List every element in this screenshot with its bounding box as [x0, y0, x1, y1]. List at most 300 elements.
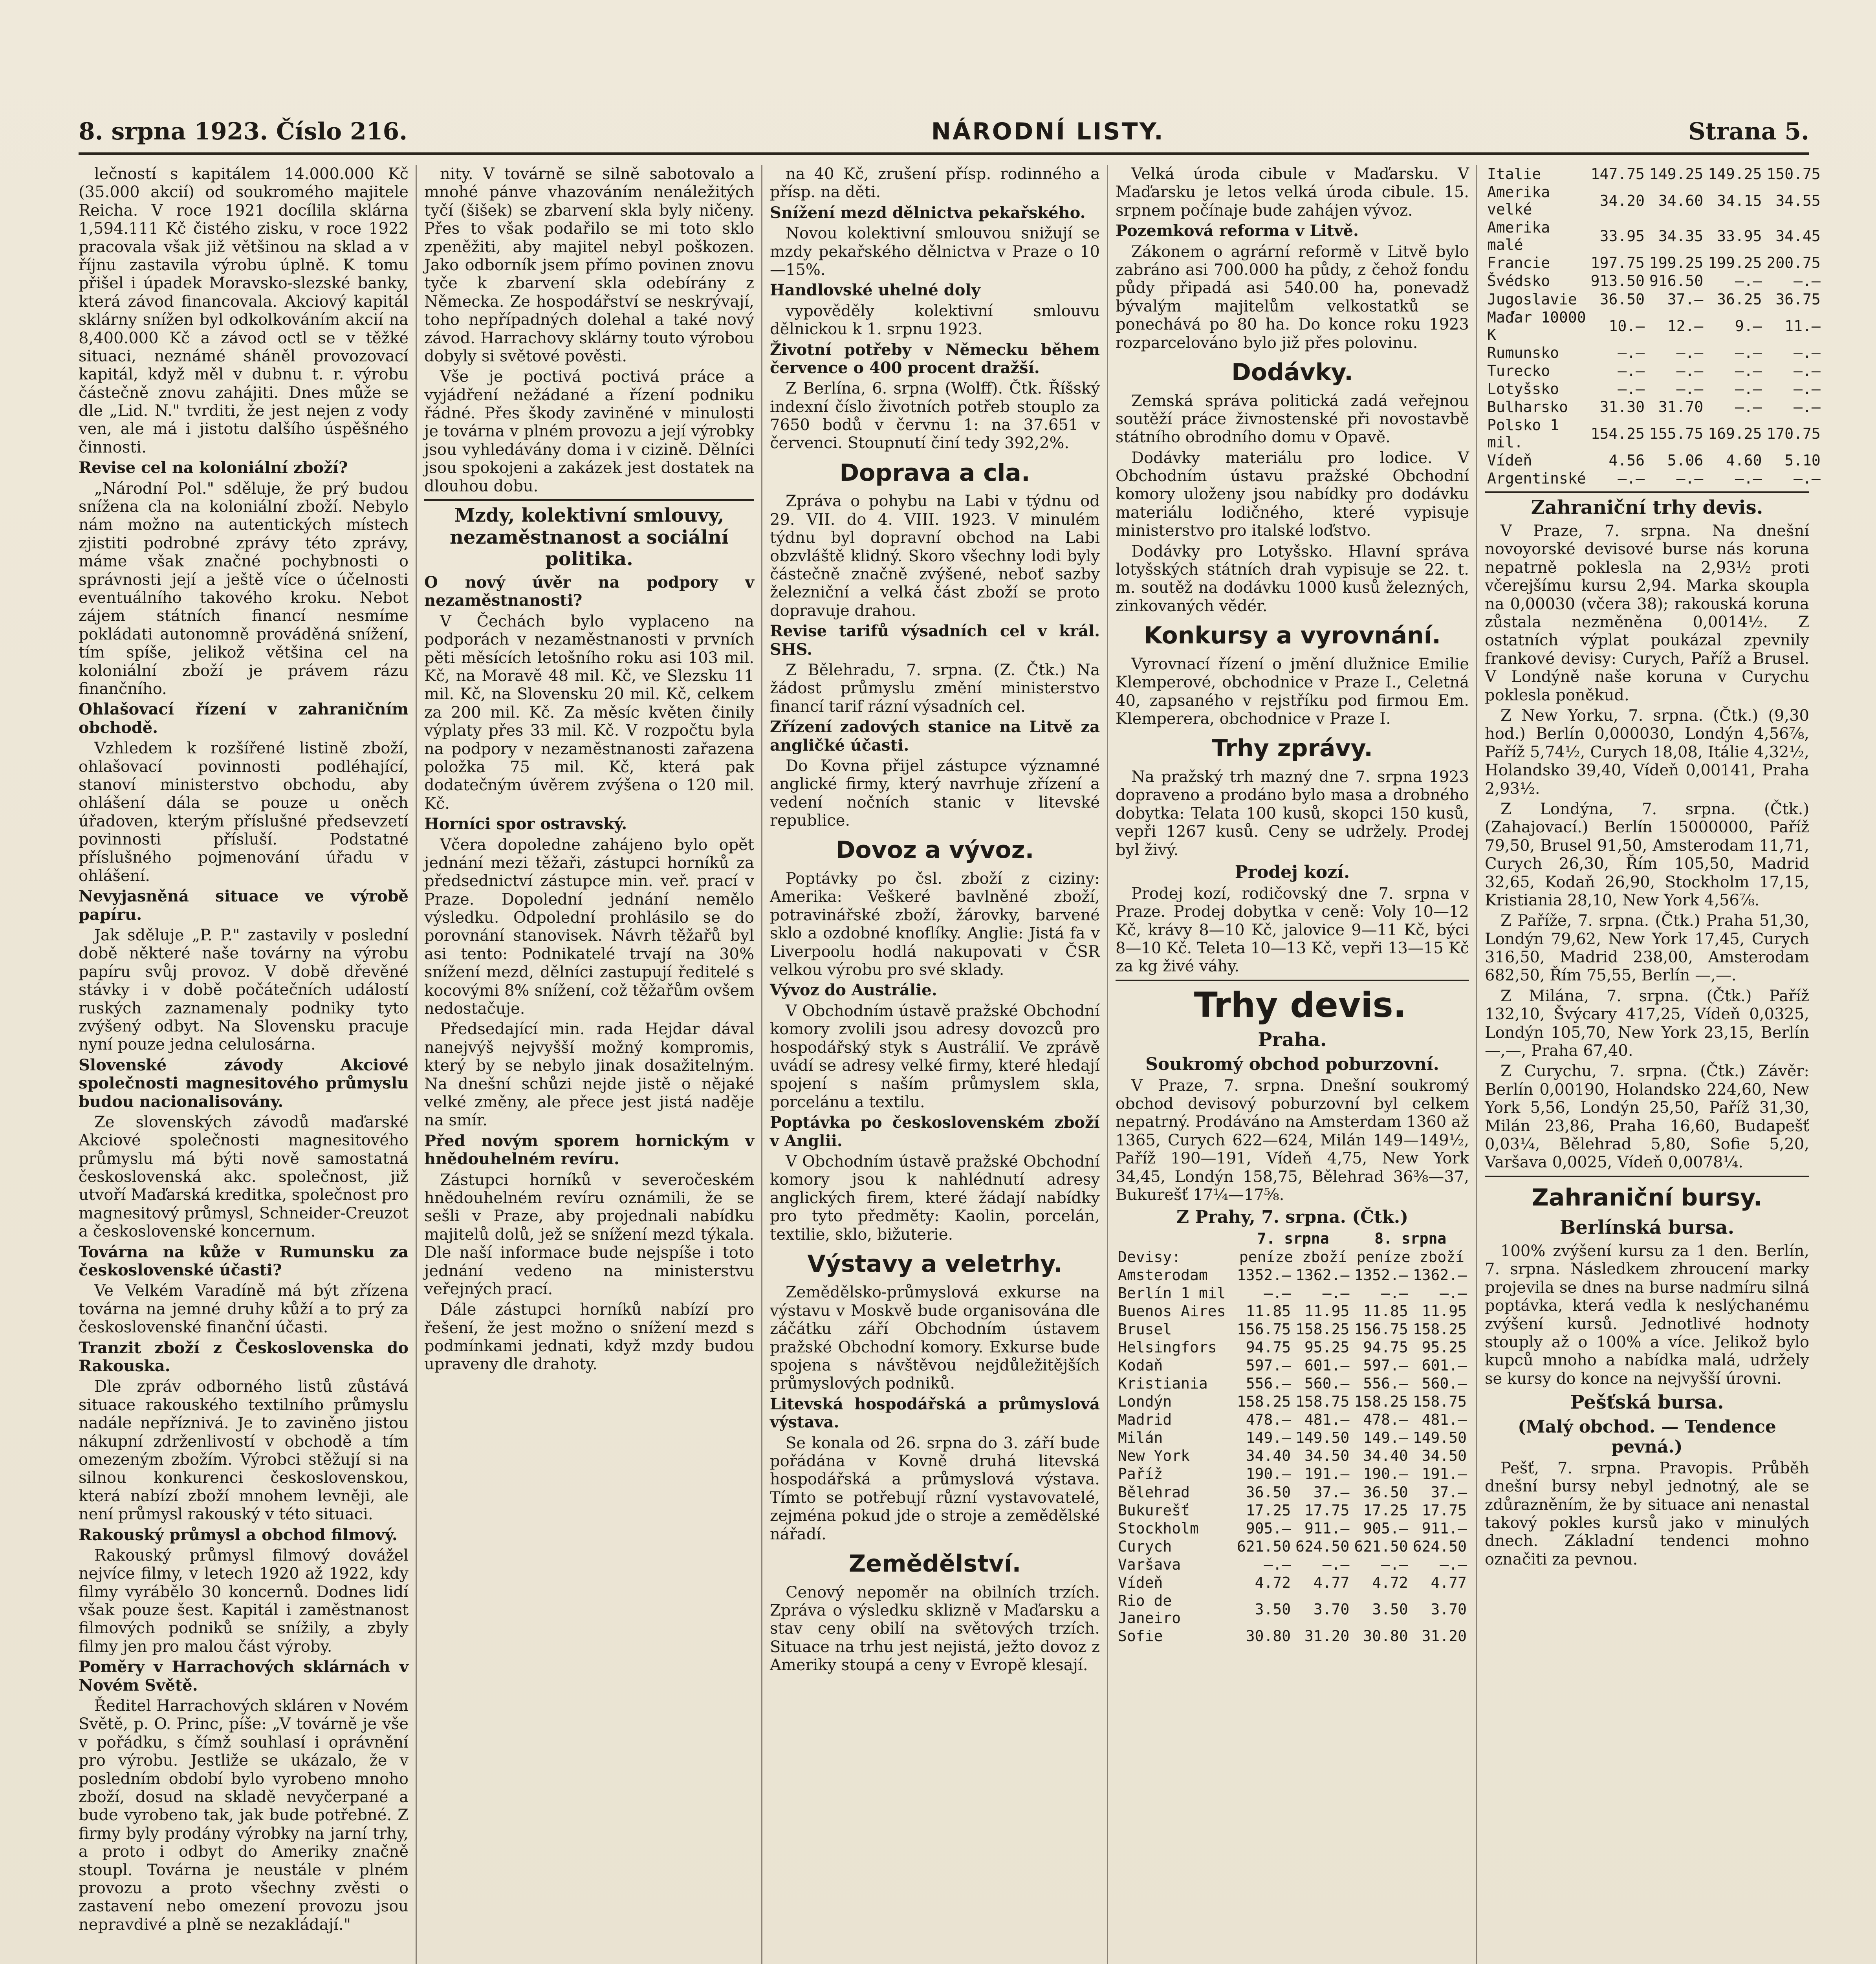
rate-cell: 155.75: [1649, 425, 1704, 443]
article-text: lečností s kapitálem 14.000.000 Kč (35.000 akcií) od soukromého majitele Reicha. V roce 1921 docílila sklárna 1,594.111 Kč čistého zisku, v roce 1922 pracovala však již většinou na sklad a v říjnu zastavila výrobu úplně. K tomu přišel i úpadek Moravsko-slezské banky, která závod financovala. Akciový kapitál sklárny snížen byl odkolkováním akcií na 8,400.000 Kč a závod octl se v těžké situaci, neznámé sháněl provozovací kapitál, když měl v dubnu t. r. výrobu částečně znovu zahájiti. Dnes může se dle „Lid. N." tvrditi, že jest nejen z vody ven, ale má i jistotu dalšího úspěšného činnosti.: [79, 165, 409, 456]
currency-name: Helsingfors: [1118, 1338, 1217, 1356]
rate-cell: 34.20: [1599, 192, 1645, 210]
currency-name: Paříž: [1118, 1465, 1163, 1483]
section-rule: [1116, 980, 1469, 981]
column-divider: [1107, 165, 1108, 1964]
rate-cell: 94.75: [1246, 1338, 1291, 1356]
currency-name: Kodaň: [1118, 1356, 1163, 1374]
column-5: [1485, 165, 1821, 1964]
rate-cell: 34.40: [1363, 1447, 1408, 1465]
table-row: [1116, 1338, 1469, 1356]
table-row: [1116, 1574, 1469, 1592]
rate-cell: 1362.—: [1295, 1266, 1350, 1284]
article-text: Zákonem o agrární reformě v Litvě bylo zabráno asi 700.000 ha půdy, z čehož fondu půdy připadá asi 540.00 ha, ponevadž bývalým majitelům velkostatků se ponechává po 80 ha. Do konce roku 1923 rozparcelováno bylo již přes polovinu.: [1116, 242, 1469, 352]
rate-cell: 560.—: [1304, 1375, 1350, 1392]
article-heading: Před novým sporem hornickým v hnědouhelném revíru.: [424, 1131, 754, 1169]
rate-cell: 31.20: [1422, 1627, 1467, 1645]
table-row: [1116, 1555, 1469, 1574]
rate-cell: 1352.—: [1354, 1266, 1408, 1284]
table-row: [1116, 1374, 1469, 1392]
rate-cell: —.—: [1264, 1284, 1291, 1302]
article-text: na 40 Kč, zrušení přísp. rodinného a přísp. na děti.: [770, 165, 1100, 202]
rate-cell: 905.—: [1363, 1519, 1408, 1537]
article-text: Z Paříže, 7. srpna. (Čtk.) Praha 51,30, Londýn 79,62, New York 17,45, Curych 316,50, Madrid 238,00, Amsterodam 682,50, Řím 75,55, Berlín —,—.: [1485, 912, 1809, 985]
rate-cell: 621.50: [1354, 1537, 1408, 1555]
column-divider: [416, 165, 417, 1964]
article-heading: Revise cel na koloniální zboží?: [79, 458, 348, 477]
article-text: Na pražský trh mazný dne 7. srpna 1923 dopraveno a prodáno bylo masa a drobného dobytka: Telata 100 kusů, skopci 150 kusů, vepři 1267 kusů. Ceny se udržely. Prodej byl živý.: [1116, 768, 1469, 859]
rate-cell: 158.25: [1354, 1393, 1408, 1411]
table-row: [1116, 1284, 1469, 1302]
masthead: NÁRODNÍ LISTY.: [931, 118, 1165, 145]
table-row: [1485, 469, 1823, 487]
article-text: Jak sděluje „P. P." zastavily v poslední době některé naše továrny na výrobu papíru svůj provoz. V době dřevěné stávky i v době počátečních událostí ruských zaznamenaly podniky tyto zvýšený odbyt. Na Slovensku pracuje nyní pouze jedna celulosárna.: [79, 926, 409, 1054]
table-row: [1116, 1320, 1469, 1338]
rate-cell: —.—: [1618, 344, 1645, 361]
rate-cell: 200.75: [1766, 254, 1821, 272]
rate-cell: —.—: [1676, 344, 1704, 361]
article-text: V Praze, 7. srpna. Na dnešní novoyorské devisové burse nás koruna nepatrně poklesla na 2,93½ proti včerejšímu kursu 2,94. Marka skoupla na 0,00030 (včera 38); rakouská koruna zůstala nezměněna 0,0014½. Z ostatních výplat poukázal zpevnily frankové devisy: Curych, Paříž a Brusel. V Londýně naše koruna v Curychu poklesla poněkud.: [1485, 522, 1809, 704]
rate-cell: 147.75: [1590, 165, 1645, 183]
table-row: [1485, 290, 1823, 308]
rate-cell: —.—: [1322, 1284, 1350, 1302]
rate-cell: 190.—: [1363, 1465, 1408, 1483]
rate-cell: 556.—: [1246, 1375, 1291, 1392]
article-heading: Revise tarifů výsadních cel v král. SHS.: [770, 622, 1100, 659]
article-text: V Obchodním ústavě pražské Obchodní komory zvolili jsou adresy dovozců pro hospodářský styk s Austrálií. Ve zprávě uvádí se adresy velké firmy, které hledají spojení s naším průmyslem skla, porcelánu a textilu.: [770, 1002, 1100, 1111]
article-text: Zemská správa politická zadá veřejnou soutěží práce živnostenské při novostavbě státního obrodního domu v Opavě.: [1116, 392, 1469, 447]
rate-cell: 916.50: [1649, 272, 1704, 290]
rate-cell: 158.75: [1295, 1393, 1350, 1411]
section-rule: [424, 499, 754, 501]
rate-cell: —.—: [1440, 1555, 1467, 1573]
currency-name: Bukurešť: [1118, 1501, 1190, 1519]
rate-cell: 1352.—: [1237, 1266, 1291, 1284]
article-heading: Továrna na kůže v Rumunsku za československé účasti?: [79, 1242, 409, 1280]
table-row: [1116, 1627, 1469, 1645]
rate-cell: —.—: [1618, 362, 1645, 379]
rate-cell: 3.50: [1372, 1601, 1408, 1618]
section-heading: Dovoz a vývoz.: [835, 836, 1034, 864]
table-row: [1485, 344, 1823, 362]
rate-cell: 158.25: [1237, 1393, 1291, 1411]
table-row: [1116, 1537, 1469, 1555]
rate-cell: 478.—: [1363, 1411, 1408, 1429]
rate-cell: 37.—: [1431, 1483, 1467, 1501]
rate-cell: —.—: [1794, 470, 1821, 487]
article-heading: Pozemková reforma v Litvě.: [1116, 222, 1359, 240]
article-text: V Obchodním ústavě pražské Obchodní komory jsou k nahlédnutí adresy anglických firem, které žádají nabídky pro tyto předměty: Kaolin, porcelán, textilie, sklo, bižuterie.: [770, 1152, 1100, 1244]
rate-cell: 30.80: [1363, 1627, 1408, 1645]
section-rule: [1485, 1176, 1809, 1177]
currency-name: Amerika velké: [1487, 183, 1550, 218]
article-text: V Praze, 7. srpna. Dnešní soukromý obchod devisový poburzovní byl celkem nepatrný. Prodáváno na Amsterdam 1360 až 1365, Curych 622—624, Milán 149—149½, Paříž 190—191, Vídeň 4,75, New York 34,45, Londýn 158,75, Bělehrad 36⅜—37, Bukurešť 17¼—17⅝.: [1116, 1076, 1469, 1204]
article-heading: Rakouský průmysl a obchod filmový.: [79, 1525, 398, 1544]
rate-cell: 154.25: [1590, 425, 1645, 443]
rate-cell: 190.—: [1246, 1465, 1291, 1483]
table-row: [1485, 380, 1823, 398]
rate-cell: 149.25: [1708, 165, 1762, 183]
rate-cell: 5.06: [1667, 452, 1704, 469]
article-heading: Vývoz do Austrálie.: [770, 981, 937, 1000]
rate-cell: —.—: [1676, 380, 1704, 398]
rate-cell: 911.—: [1422, 1519, 1467, 1537]
rate-cell: 33.95: [1599, 227, 1645, 245]
article-heading: O nový úvěr na podpory v nezaměstnanosti?: [424, 573, 754, 610]
rate-cell: 149.—: [1246, 1429, 1291, 1447]
rate-cell: —.—: [1735, 398, 1762, 416]
rate-cell: 4.72: [1255, 1574, 1291, 1591]
rate-cell: 556.—: [1363, 1375, 1408, 1392]
article-text: vypověděly kolektivní smlouvu dělnickou k 1. srpnu 1923.: [770, 302, 1100, 339]
rate-cell: 158.25: [1412, 1320, 1467, 1338]
article-heading: Prodej kozí.: [1235, 862, 1350, 882]
rate-cell: —.—: [1381, 1555, 1408, 1573]
rate-cell: 31.20: [1304, 1627, 1350, 1645]
rate-cell: 601.—: [1422, 1356, 1467, 1374]
rate-cell: 597.—: [1363, 1356, 1408, 1374]
currency-name: Bulharsko: [1487, 398, 1568, 416]
column-3: [770, 165, 1100, 1964]
rate-cell: 169.25: [1708, 425, 1762, 443]
currency-name: Curych: [1118, 1537, 1172, 1555]
article-heading: Ohlašovací řízení v zahraničním obchodě.: [79, 700, 409, 737]
currency-name: Rumunsko: [1487, 344, 1559, 361]
rate-cell: 197.75: [1590, 254, 1645, 272]
article-text: Pešť, 7. srpna. Pravopis. Průběh dnešní bursy nebyl jednotný, ale se zdůrazněním, že by situace ani nenastal takový pokles kursů jako v minulých dnech. Základní tendenci mohno označiti za pevnou.: [1485, 1459, 1809, 1568]
rate-cell: 4.60: [1726, 452, 1762, 469]
page-number: Strana 5.: [1688, 118, 1809, 145]
table-row: [1485, 362, 1823, 380]
section-heading: Mzdy, kolektivní smlouvy, nezaměstnanost a sociální politika.: [450, 504, 729, 570]
rate-cell: 17.25: [1363, 1501, 1408, 1519]
article-text: V Čechách bylo vyplaceno na podporách v nezaměstnanosti v prvních pěti měsících letošního roku asi 103 mil. Kč, na Moravě 48 mil. Kč, ve Slezsku 11 mil. Kč, na Slovensku 20 mil. Kč, celkem za 200 mil. Kč. Za měsíc květen činily výplaty přes 33 mil. Kč. V rozpočtu byla na podpory v nezaměstnanosti zařazena položka 75 mil. Kč, která pak dodatečným úvěrem zvýšena o 120 mil. Kč.: [424, 612, 754, 813]
rate-cell: 156.75: [1354, 1320, 1408, 1338]
table-row: [1116, 1447, 1469, 1465]
currency-name: Sofie: [1118, 1627, 1163, 1645]
article-text: nity. V továrně se silně sabotovalo a mnohé pánve vhazováním nenáležitých tyčí (šišek) se zbarvení skla byly ničeny. Přes to však podařilo se mi toto sklo zpeněžiti, aby majitel nebyl poškozen. Jako odborník jsem přímo povinen znovu tyče k zbarvení skla odebírány z Německa. Ze hospodářství se neskrývají, toho nepřípadných dolehal a také nový závod. Harrachovy sklárny touto výrobou dobyly si světové pověsti.: [424, 165, 754, 365]
article-heading: Nevyjasněná situace ve výrobě papíru.: [79, 887, 409, 924]
article-text: Z Curychu, 7. srpna. (Čtk.) Závěr: Berlín 0,00190, Holandsko 224,60, New York 5,56, Londýn 25,50, Paříž 31,30, Milán 23,86, Praha 16,60, Budapešť 0,03¼, Bělehrad 5,80, Sofie 5,20, Varšava 0,0025, Vídeň 0,0078¼.: [1485, 1062, 1809, 1172]
table-row: [1116, 1302, 1469, 1320]
rate-cell: —.—: [1794, 380, 1821, 398]
rate-cell: 36.50: [1246, 1483, 1291, 1501]
article-text: Ve Velkém Varadíně má být zřízena továrna na jemné druhy kůží a to prý za československé finanční účasti.: [79, 1282, 409, 1337]
article-text: Z Berlína, 6. srpna (Wolff). Čtk. Říšský indexní číslo životních potřeb stouplo za 7650 bodů v červnu 1: na 37.651 v červenci. Stoupnutí činí tedy 392,2%.: [770, 379, 1100, 453]
section-heading: Výstavy a veletrhy.: [807, 1250, 1063, 1278]
article-text: Vyrovnací řízení o jmění dlužnice Emilie Klemperové, obchodnice v Praze I., Celetná 40, zapsaného v rejstříku pod firmou Em. Klemperera, obchodnice v Praze I.: [1116, 655, 1469, 728]
currency-name: Brusel: [1118, 1320, 1172, 1338]
article-text: Předsedající min. rada Hejdar dával nanejvýš nejvyšší možný kompromis, který by se nebylo jinak dosažitelným. Na dnešní schůzi nejde jistě o nějaké velké změny, ale přece jest jistá naděje na smír.: [424, 1020, 754, 1130]
currency-name: Kristiania: [1118, 1375, 1208, 1392]
currency-table: [1485, 165, 1823, 487]
article-heading: Poměry v Harrachových sklárnách v Novém Světě.: [79, 1658, 409, 1695]
rate-cell: 621.50: [1237, 1537, 1291, 1555]
rate-cell: 31.30: [1599, 398, 1645, 416]
currency-name: Bělehrad: [1118, 1483, 1190, 1501]
section-rule: [1485, 491, 1809, 493]
currency-name: Varšava: [1118, 1555, 1181, 1573]
article-text: Dodávky materiálu pro lodice. V Obchodním ústavu pražské Obchodní komory uloženy jsou nabídky pro dodávku materiálu lodičného, které vypisuje ministerstvo pro italské loďstvo.: [1116, 449, 1469, 540]
rate-cell: 905.—: [1246, 1519, 1291, 1537]
article-text: Zástupci horníků v severočeském hnědouhelném revíru oznámili, že se sešli v Praze, aby projednali nabídku majitelů dolů, jež se snížení mezd týkala. Dle naší informace bude nejspíše i toto jednání vedeno na ministerstvu veřejných prací.: [424, 1171, 754, 1298]
article-text: Cenový nepoměr na obilních trzích. Zpráva o výsledku sklizně v Maďarsku a stav ceny obilí na světových trzích. Situace na trhu jest nejistá, ježto dovoz z Ameriky stoupá a ceny v Evropě klesají.: [770, 1583, 1100, 1675]
rate-cell: 34.50: [1422, 1447, 1467, 1465]
article-text: Zpráva o pohybu na Labi v týdnu od 29. VII. do 4. VIII. 1923. V minulém týdnu byl dopravní obchod na Labi obzvláště klidný. Skoro všechny lodi byly částečně značně zvýšené, neboť sazby železniční a velká část zboží se proto dopravuje drahou.: [770, 492, 1100, 620]
rate-cell: 34.15: [1717, 192, 1762, 210]
article-text: Z Bělehradu, 7. srpna. (Z. Čtk.) Na žádost průmyslu změní ministerstvo financí tarif rázní výsadních cel.: [770, 661, 1100, 716]
table-row: [1116, 1501, 1469, 1519]
section-heading: Zahraniční bursy.: [1532, 1184, 1762, 1211]
currency-name: Lotyšsko: [1487, 380, 1559, 398]
rate-cell: 170.75: [1766, 425, 1821, 443]
table-subheader-row: [1116, 1248, 1469, 1266]
rate-cell: —.—: [1735, 470, 1762, 487]
rate-cell: —.—: [1794, 272, 1821, 290]
rate-cell: 37.—: [1667, 290, 1704, 308]
article-heading: Životní potřeby v Německu během července o 400 procent dražší.: [770, 340, 1100, 377]
rate-cell: 94.75: [1363, 1338, 1408, 1356]
table-row: [1485, 308, 1823, 344]
rate-cell: 4.72: [1372, 1574, 1408, 1591]
rate-cell: 4.77: [1431, 1574, 1467, 1591]
rate-cell: 10.—: [1609, 317, 1645, 335]
column-subheader: peníze zboží: [1239, 1248, 1347, 1266]
section-title: Trhy devis.: [1194, 984, 1407, 1025]
rate-cell: —.—: [1794, 362, 1821, 379]
rate-cell: —.—: [1794, 398, 1821, 416]
rate-cell: 34.50: [1304, 1447, 1350, 1465]
rate-cell: —.—: [1735, 344, 1762, 361]
currency-name: Berlín 1 mil: [1118, 1284, 1226, 1302]
rate-cell: 624.50: [1295, 1537, 1350, 1555]
rate-cell: 34.35: [1658, 227, 1704, 245]
table-row: [1116, 1411, 1469, 1429]
rate-cell: 597.—: [1246, 1356, 1291, 1374]
section-heading: Zemědělství.: [848, 1550, 1021, 1577]
rate-cell: 911.—: [1304, 1519, 1350, 1537]
rate-cell: 95.25: [1422, 1338, 1467, 1356]
rate-cell: 3.70: [1431, 1601, 1467, 1618]
rate-cell: 158.25: [1295, 1320, 1350, 1338]
article-text: Ze slovenských závodů maďarské Akciové společnosti magnesitového průmyslu má býti nově samostatná československá akc. společnost, již utvoří Maďarská kreditka, společnost pro magnesitový průmysl, Schneider-Creuzot a československé koncernum.: [79, 1113, 409, 1241]
rate-cell: 3.70: [1313, 1601, 1350, 1618]
rate-cell: 11.85: [1246, 1302, 1291, 1320]
rate-cell: —.—: [1440, 1284, 1467, 1302]
section-heading: Doprava a cla.: [839, 459, 1030, 487]
rate-cell: 9.—: [1735, 317, 1762, 335]
currency-name: Švédsko: [1487, 272, 1550, 290]
rate-cell: 158.75: [1412, 1393, 1467, 1411]
currency-name: Italie: [1487, 165, 1541, 183]
currency-name: Amerika malé: [1487, 219, 1550, 254]
section-heading: Konkursy a vyrovnání.: [1143, 622, 1441, 650]
rate-cell: —.—: [1381, 1284, 1408, 1302]
rate-cell: 30.80: [1246, 1627, 1291, 1645]
table-header-row: [1116, 1229, 1469, 1248]
currency-name: Milán: [1118, 1429, 1163, 1447]
rate-cell: 36.50: [1363, 1483, 1408, 1501]
rate-cell: —.—: [1322, 1555, 1350, 1573]
rate-cell: 478.—: [1246, 1411, 1291, 1429]
column-1: [79, 165, 409, 1964]
rate-cell: 34.45: [1775, 227, 1821, 245]
rate-cell: —.—: [1735, 272, 1762, 290]
rate-cell: 3.50: [1255, 1601, 1291, 1618]
table-row: [1116, 1483, 1469, 1501]
article-text: Do Kovna přijel zástupce významné anglické firmy, který navrhuje zřízení a vedení nočních stanic v litevské republice.: [770, 757, 1100, 830]
rate-cell: 199.25: [1649, 254, 1704, 272]
rate-cell: 5.10: [1784, 452, 1821, 469]
section-heading: Pešťská bursa.: [1570, 1391, 1724, 1414]
currency-name: Turecko: [1487, 362, 1550, 379]
rate-cell: 36.75: [1775, 290, 1821, 308]
rate-cell: 11.95: [1422, 1302, 1467, 1320]
article-text: Z Londýna, 7. srpna. (Čtk.) (Zahajovací.) Berlín 15000000, Paříž 79,50, Brusel 91,50, Amsterodam 11,71, Curych 26,30, Řím 105,50, Madrid 32,65, Kodaň 26,90, Stockholm 17,15, Kristiania 28,10, New York 4,56⅞.: [1485, 800, 1809, 909]
column-divider: [761, 165, 762, 1964]
page-header: [79, 118, 1809, 155]
table-row: [1116, 1266, 1469, 1284]
table-row: [1116, 1356, 1469, 1374]
rate-cell: 560.—: [1422, 1375, 1467, 1392]
article-text: Prodej kozí, rodičovský dne 7. srpna v Praze. Prodej dobytka v ceně: Voly 10—12 Kč, krávy 8—10 Kč, jalovice 9—11 Kč, býci 8—10 Kč. Teleta 10—13 Kč, vepři 13—15 Kč za kg živé váhy.: [1116, 884, 1469, 976]
currency-name: Amsterodam: [1118, 1266, 1208, 1284]
rate-cell: —.—: [1735, 362, 1762, 379]
currency-name: Stockholm: [1118, 1519, 1199, 1537]
table-row: [1485, 183, 1823, 218]
table-row: [1116, 1465, 1469, 1483]
section-heading: Dodávky.: [1231, 358, 1353, 386]
rate-cell: 149.50: [1412, 1429, 1467, 1447]
rate-cell: 4.56: [1609, 452, 1645, 469]
rate-cell: —.—: [1618, 470, 1645, 487]
currency-name: Jugoslavie: [1487, 290, 1577, 308]
rate-cell: —.—: [1618, 380, 1645, 398]
article-heading: Litevská hospodářská a průmyslová výstava.: [770, 1394, 1100, 1432]
rate-cell: —.—: [1676, 362, 1704, 379]
article-text: Dále zástupci horníků nabízí pro řešení, že jest možno o snížení mezd s podmínkami jednati, když mzdy budou upraveny dle drahoty.: [424, 1301, 754, 1374]
section-heading: Praha.: [1258, 1028, 1327, 1051]
column-divider: [1476, 165, 1477, 1964]
rate-cell: 34.40: [1246, 1447, 1291, 1465]
table-row: [1485, 165, 1823, 183]
currency-name: Vídeň: [1118, 1574, 1163, 1591]
rate-cell: —.—: [1794, 344, 1821, 361]
article-text: Novou kolektivní smlouvou snižují se mzdy pekařského dělnictva v Praze o 10—15%.: [770, 224, 1100, 279]
rate-cell: 624.50: [1412, 1537, 1467, 1555]
rate-cell: 11.85: [1363, 1302, 1408, 1320]
rate-cell: —.—: [1735, 380, 1762, 398]
rate-cell: 150.75: [1766, 165, 1821, 183]
table-row: [1485, 416, 1823, 451]
currency-name: New York: [1118, 1447, 1190, 1465]
article-heading: Handlovské uhelné doly: [770, 281, 980, 300]
article-heading: Soukromý obchod poburzovní.: [1145, 1054, 1439, 1074]
rate-cell: 11.95: [1304, 1302, 1350, 1320]
issue-date: 8. srpna 1923. Číslo 216.: [79, 118, 408, 145]
currency-name: Londýn: [1118, 1393, 1172, 1411]
rate-cell: 17.75: [1422, 1501, 1467, 1519]
rate-cell: 34.55: [1775, 192, 1821, 210]
article-heading: Poptávka po československém zboží v Anglii.: [770, 1113, 1100, 1150]
rate-cell: 36.50: [1599, 290, 1645, 308]
article-text: Velká úroda cibule v Maďarsku. V Maďarsku je letos velká úroda cibule. 15. srpnem počínaje bude zahájen vývoz.: [1116, 165, 1469, 220]
currency-name: Maďar 10000 K: [1487, 308, 1586, 343]
column-subheader: Devisy:: [1118, 1248, 1181, 1266]
table-row: [1116, 1592, 1469, 1627]
fx-rates-table: [1116, 1229, 1469, 1645]
article-text: 100% zvýšení kursu za 1 den. Berlín, 7. srpna. Následkem zhroucení marky projevila se dnes na burse nadmíru silná poptávka, která vedla k neslýchanému zvýšení kursů. Jednotlivé hodnoty stouply až o 100% a více. Jelikož bylo kupců mnoho a nabídka malá, udržely se kursy do konce na nejvyšší úrovni.: [1485, 1242, 1809, 1388]
article-text: Z New Yorku, 7. srpna. (Čtk.) (9,30 hod.) Berlín 0,000030, Londýn 4,56⅞, Paříž 5,74½, Curych 18,08, Itálie 4,32½, Holandsko 39,40, Vídeň 0,00141, Praha 2,93½.: [1485, 706, 1809, 798]
rate-cell: 17.75: [1304, 1501, 1350, 1519]
table-row: [1485, 218, 1823, 254]
columns: [79, 165, 1821, 1964]
section-heading: Zahraniční trhy devis.: [1531, 496, 1763, 519]
article-text: Rakouský průmysl filmový dovážel nejvíce filmy, v letech 1920 až 1922, kdy filmy vyrábělo 30 koncernů. Dodnes lidí však pouze šest. Kapitál i zaměstnanost filmových podniků se snížily, a zbyly filmy jen pro malou část výroby.: [79, 1546, 409, 1656]
currency-name: Buenos Aires: [1118, 1302, 1226, 1320]
column-4: [1116, 165, 1469, 1964]
article-text: Poptávky po čsl. zboží z ciziny: Amerika: Veškeré bavlněné zboží, potravinářské zboží, žárovky, barvené sklo a ozdobné knoflíky. Anglie: Jistá fa v Liverpoolu hodlá nakupovati v ČSR velkou výrobu pro své sklady.: [770, 870, 1100, 979]
rate-cell: 481.—: [1422, 1411, 1467, 1429]
rate-cell: 191.—: [1422, 1465, 1467, 1483]
rate-cell: 17.25: [1246, 1501, 1291, 1519]
section-heading: Trhy zprávy.: [1211, 735, 1373, 762]
table-row: [1485, 254, 1823, 272]
currency-name: Argentinské: [1487, 470, 1586, 487]
column-header: [1116, 1229, 1235, 1248]
table-row: [1116, 1429, 1469, 1447]
rate-cell: —.—: [1264, 1555, 1291, 1573]
currency-name: Francie: [1487, 254, 1550, 272]
article-heading: Zřízení zadových stanice na Litvě za angličké účasti.: [770, 718, 1100, 755]
column-header: 8. srpna: [1374, 1230, 1447, 1248]
table-title: Z Prahy, 7. srpna. (Čtk.): [1176, 1207, 1409, 1228]
rate-cell: 4.77: [1313, 1574, 1350, 1591]
rate-cell: 199.25: [1708, 254, 1762, 272]
rate-cell: 37.—: [1313, 1483, 1350, 1501]
column-header: 7. srpna: [1257, 1230, 1329, 1248]
article-text: Z Milána, 7. srpna. (Čtk.) Paříž 132,10, Švýcary 417,25, Vídeň 0,0325, Londýn 105,70, New York 23,15, Berlín —,—, Praha 67,40.: [1485, 987, 1809, 1060]
rate-cell: —.—: [1676, 470, 1704, 487]
article-text: „Národní Pol." sděluje, že prý budou snížena cla na koloniální zboží. Nebylo nám možno na autentických místech zjistiti podrobné zprávy této zprávy, máme však značné pochybnosti o správnosti její a ještě více o účelnosti eventuálního takového kroku. Nebot zájem státních financí nesmíme pokládati autonomně prováděná snížení, tím spíše, jelikož většina cel na koloniální zboží je právem rázu finančního.: [79, 479, 409, 698]
rate-cell: 34.60: [1658, 192, 1704, 210]
table-row: [1485, 451, 1823, 469]
table-row: [1485, 398, 1823, 416]
rate-cell: 11.—: [1784, 317, 1821, 335]
article-text: Ředitel Harrachových skláren v Novém Světě, p. O. Princ, píše: „V továrně je vše v pořádku, s čímž souhlasí i oprávnění pro výrobu. Jestliže se ukázalo, že v posledním období bylo vyrobeno mnoho zboží, dosud na skladě nevyčerpané a bude vyrobeno tak, jak bude potřebné. Z firmy byly prodány výrobky na jarní trhy, a proto i odbyt do Ameriky značně stoupl. Továrna je neustále v plném provozu a proto všechny zvěsti o zastavení nebo omezení provozu jsou nepravdivé a plně se nezakládají.": [79, 1697, 409, 1934]
rate-cell: 31.70: [1658, 398, 1704, 416]
rate-cell: 36.25: [1717, 290, 1762, 308]
rate-cell: 601.—: [1304, 1356, 1350, 1374]
rate-cell: 12.—: [1667, 317, 1704, 335]
article-text: Zemědělsko-průmyslová exkurse na výstavu v Moskvě bude organisována dle záčátku září Obchodním ústavem pražské Obchodní komory. Exkurse bude spojena s návštěvou nejdůležitějších průmyslových podniků.: [770, 1283, 1100, 1393]
rate-cell: 913.50: [1590, 272, 1645, 290]
column-2: [424, 165, 754, 1964]
rate-cell: 156.75: [1237, 1320, 1291, 1338]
rate-cell: 149.50: [1295, 1429, 1350, 1447]
table-row: [1116, 1519, 1469, 1537]
section-heading: Berlínská bursa.: [1559, 1217, 1735, 1239]
rate-cell: 149.25: [1649, 165, 1704, 183]
currency-name: Polsko 1 mil.: [1487, 416, 1559, 451]
rate-cell: 95.25: [1304, 1338, 1350, 1356]
currency-name: Vídeň: [1487, 452, 1532, 469]
article-text: Včera dopoledne zahájeno bylo opět jednání mezi těžaři, zástupci horníků za předsednictví zástupce min. veř. prací v Praze. Dopolední jednání nemělo výsledku. Odpolední prohlásilo se do porovnání stanovisek. Návrh těžařů byl asi tento: Podnikatelé trvají na 30% snížení mezd, dělníci zastupují ředitelé s kocovými 8% snížení, což těžařům ovšem nedostačuje.: [424, 835, 754, 1018]
article-heading: Tranzit zboží z Československa do Rakouska.: [79, 1338, 409, 1375]
article-text: Dodávky pro Lotyšsko. Hlavní správa lotyšských státních drah vypisuje se 22. t. m. soutěž na dodávku 1000 kusů železných, zinkovaných vědér.: [1116, 542, 1469, 615]
article-heading: (Malý obchod. — Tendence pevná.): [1518, 1416, 1776, 1457]
rate-cell: 191.—: [1304, 1465, 1350, 1483]
